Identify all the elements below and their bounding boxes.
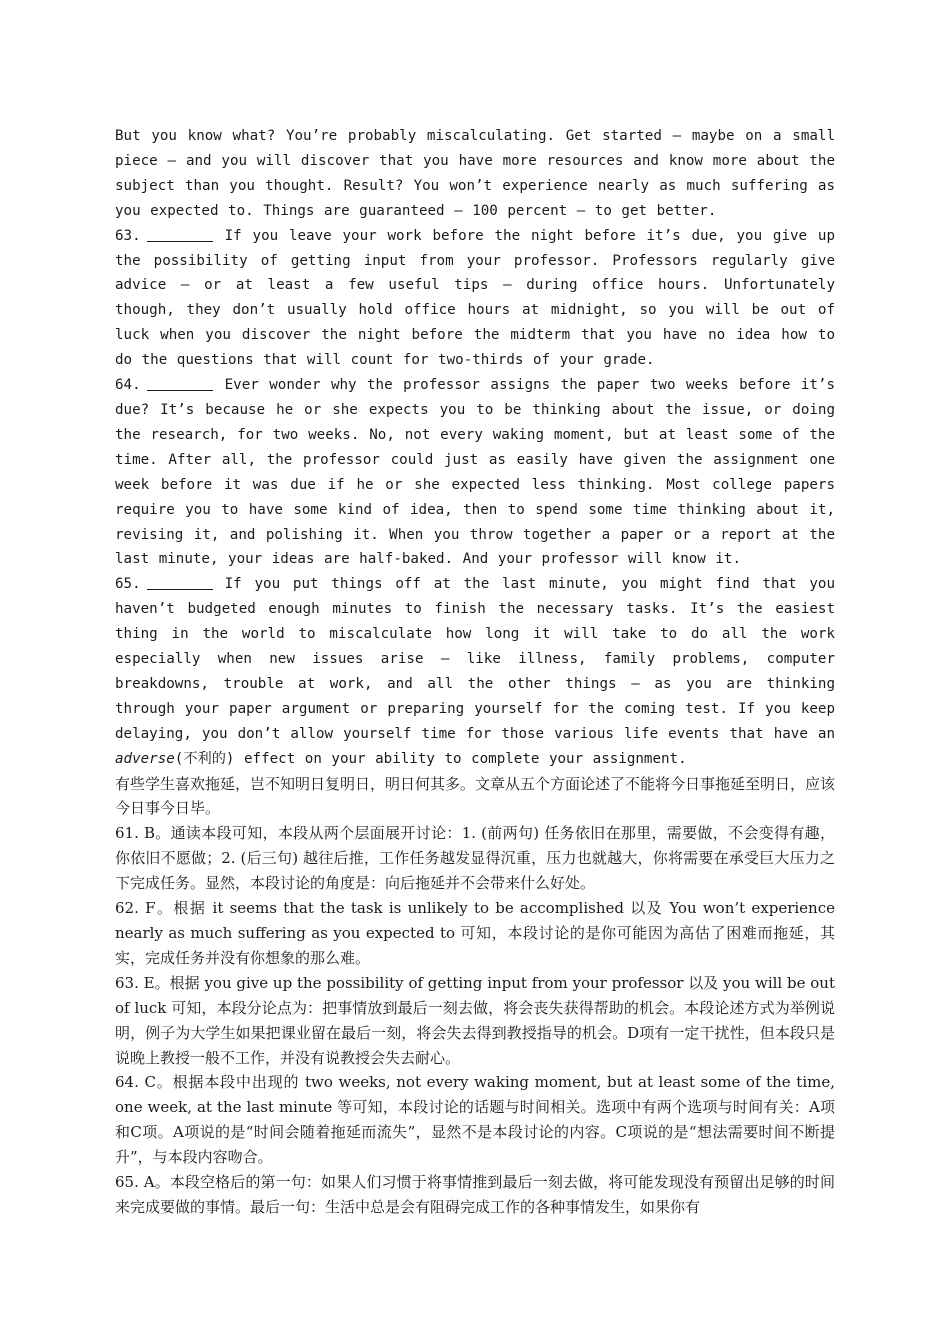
answer-blank-64[interactable] [147, 376, 213, 391]
analysis-summary: 有些学生喜欢拖延，岂不知明日复明日，明日何其多。文章从五个方面论述了不能将今日事拖延至明日，应该今日事今日毕。 [115, 774, 836, 818]
question-64-paragraph [115, 373, 835, 572]
question-65-number: 65. [115, 576, 141, 593]
answer-blank-63[interactable] [147, 227, 213, 242]
question-65-text-end: (不利的) effect on your ability to complete your assignment. [174, 750, 687, 767]
question-63-number: 63. [115, 227, 141, 244]
analysis-64: 64. C。根据本段中出现的 two weeks, not every waking moment, but at least some of the time, one week, at the last minute 等可知，本段讨论的话题与时间相关。选项中有两个选项与时间有关：A项和C项。A项说的是“时间会随着拖延而流失”，显然不是本段讨论的内容。C项说的是“想法需要时间不断提升”，与本段内容吻合。 [115, 1073, 835, 1167]
analysis-65: 65. A。本段空格后的第一句：如果人们习惯于将事情推到最后一刻去做，将可能发现没有预留出足够的时间来完成要做的事情。最后一句：生活中总是会有阻碍完成工作的各种事情发生，如果你有 [115, 1173, 835, 1216]
answer-blank-65[interactable] [147, 575, 213, 590]
intro-paragraph: But you know what? You’re probably miscalculating. Get started — maybe on a small piece — and you will discover that you have more resources and know more about the subject than you thought. Result? You won’t experience nearly as much suffering as you expected to. Things are guaranteed — 100 percent — to get better. [115, 128, 835, 219]
question-64-number: 64. [115, 377, 141, 394]
italic-word-adverse: adverse [115, 750, 175, 767]
question-64-text: Ever wonder why the professor assigns the paper two weeks before it’s due? It’s because he or she expects you to be thinking about the issue, or doing the research, for two weeks. No, not every waking moment, but at least some of the time. After all, the professor could just as easily have given the assignment one week before it was due if he or she expected less thinking. Most college papers require you to have some kind of idea, then to spend some time thinking about it, revising it, and polishing it. When you throw together a paper or a report at the last minute, your ideas are half-baked. And your professor will know it. [115, 377, 835, 568]
question-63-text: If you leave your work before the night before it’s due, you give up the possibility of getting input from your professor. Professors regularly give advice — or at least a few useful tips — during office hours. Unfortunately though, they don’t usually hold office hours at midnight, so you will be out of luck when you discover the night before the midterm that you have no idea how to do the questions that will count for two-thirds of your grade. [115, 227, 835, 369]
question-65-paragraph [115, 572, 835, 771]
analysis-62: 62. F。根据 it seems that the task is unlikely to be accomplished 以及 You won’t experience nearly as much suffering as you expected to 可知，本段讨论的是你可能因为高估了困难而拖延，其实，完成任务并没有你想象的那么难。 [115, 899, 835, 967]
question-63-paragraph [115, 224, 835, 373]
analysis-61: 61. B。通读本段可知，本段从两个层面展开讨论：1. (前两句) 任务依旧在那里，需要做，不会变得有趣，你依旧不愿做；2. (后三句) 越往后推，工作任务越发显得沉重，压力也就越大，你将需要在承受巨大压力之下完成任务。显然，本段讨论的角度是：向后拖延并不会带来什么好处。 [115, 824, 835, 893]
document-page [115, 124, 835, 1220]
analysis-63: 63. E。根据 you give up the possibility of getting input from your professor 以及 you will be out of luck 可知，本段分论点为：把事情放到最后一刻去做，将会丧失获得帮助的机会。本段论述方式为举例说明，例子为大学生如果把课业留在最后一刻，将会失去得到教授指导的机会。D项有一定干扰性，但本段只是说晚上教授一般不工作，并没有说教授会失去耐心。 [115, 973, 835, 1067]
question-65-text: If you put things off at the last minute, you might find that you haven’t budgeted enough minutes to finish the necessary tasks. It’s the easiest thing in the world to miscalculate how long it will take to do all the work especially when new issues arise — like illness, family problems, computer breakdowns, trouble at work, and all the other things — as you are thinking through your paper argument or preparing yourself for the coming test. If you keep delaying, you don’t allow yourself time for those various life events that have an [115, 576, 835, 742]
